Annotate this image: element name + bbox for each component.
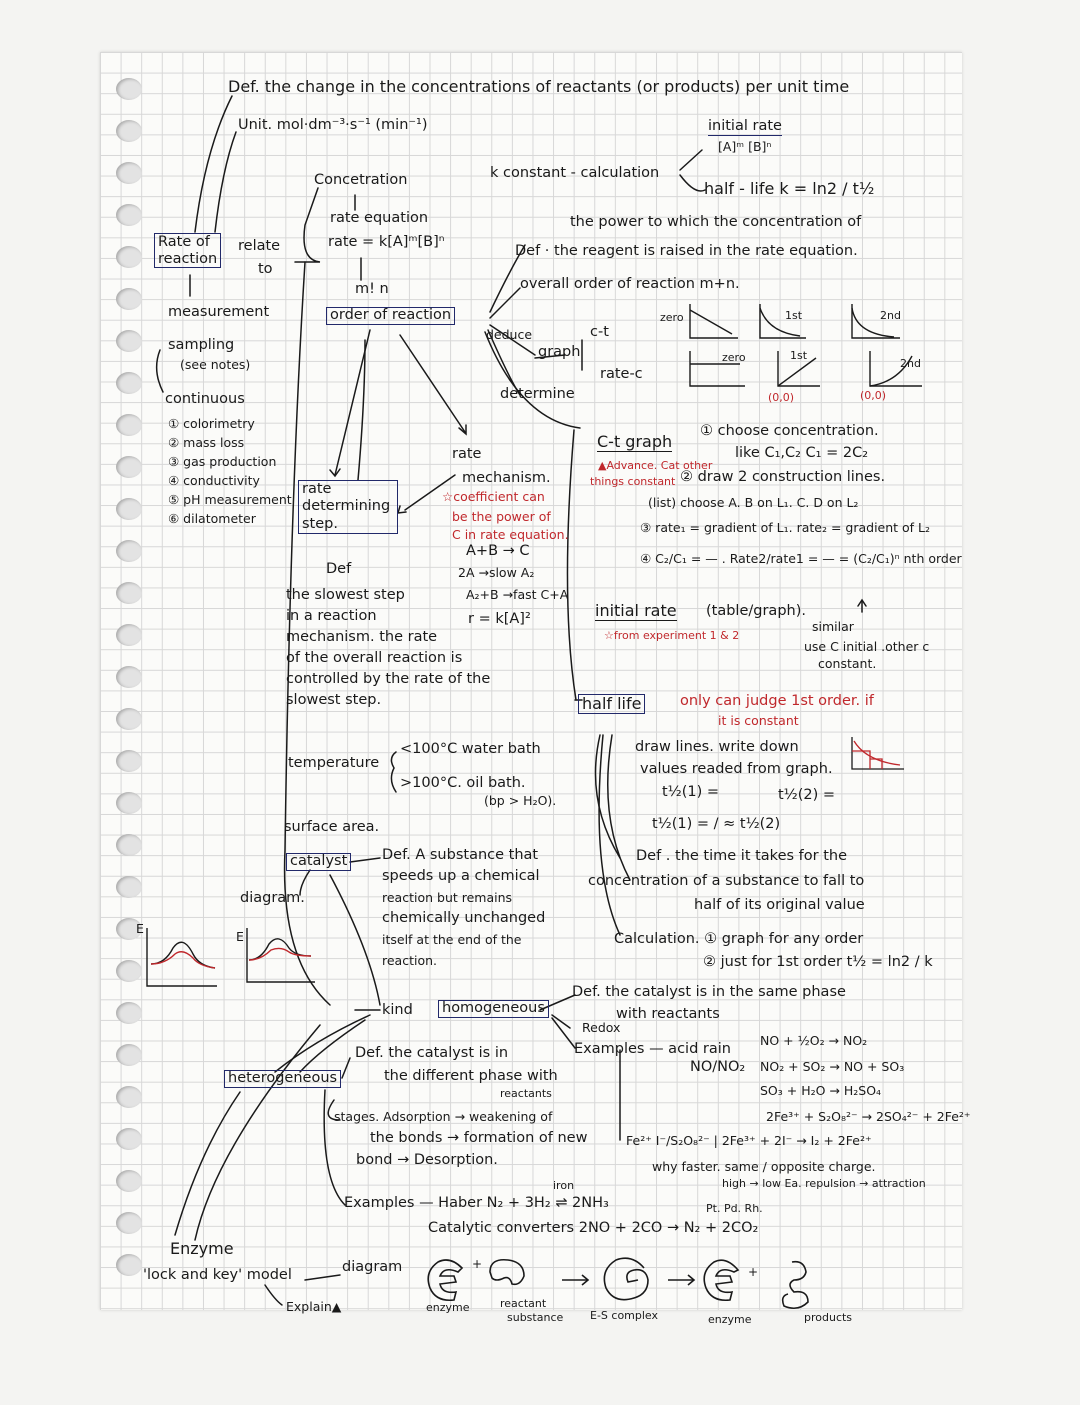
k-constant-label: k constant - calculation [490, 165, 660, 181]
products-label: products [804, 1311, 853, 1324]
initial-rate-similar: similar [812, 619, 854, 634]
enzyme-label-2: enzyme [708, 1313, 752, 1326]
rds-def-line: mechanism. the rate [286, 629, 438, 645]
c-t-label: c-t [590, 324, 609, 340]
rds-def-text [286, 585, 490, 711]
catalyst-diagram-label: diagram. [240, 890, 305, 906]
hetero-example-haber: Examples — Haber N₂ + 3H₂ ⇌ 2NH₃ [344, 1195, 609, 1211]
initial-rate-constant: constant. [818, 656, 877, 671]
energy-profile-diagrams [135, 920, 335, 995]
rds-eq4: r = k[A]² [468, 611, 531, 627]
graph-2nd-ct: 2nd [880, 309, 901, 322]
rds-def-line: slowest step. [286, 692, 382, 708]
method-item: ⑤ pH measurement [168, 492, 292, 507]
hetero-def-1: Def. the catalyst is in [355, 1045, 509, 1061]
no-no2-label: NO/NO₂ [690, 1059, 746, 1075]
rds-def-line: the slowest step [286, 587, 405, 603]
rds-red-note-2: be the power of [452, 509, 551, 524]
fe-reaction-1: 2Fe³⁺ + S₂O₈²⁻ → 2SO₄²⁻ + 2Fe²⁺ [766, 1109, 971, 1124]
graph-1st-ct: 1st [785, 309, 803, 322]
homogeneous-box: homogeneous [438, 1000, 549, 1018]
catalyst-def-line: reaction. [382, 953, 438, 968]
sampling-note: (see notes) [180, 357, 251, 372]
hetero-stages-2: the bonds → formation of new [370, 1130, 588, 1146]
half-life-calc-1: Calculation. ① graph for any order [614, 931, 864, 947]
unit-line: Unit. mol·dm⁻³·s⁻¹ (min⁻¹) [238, 117, 428, 133]
mn-label: m! n [355, 281, 389, 297]
half-life-def-1: Def . the time it takes for the [636, 848, 847, 864]
rds-red-note-3: C in rate equation. [452, 527, 569, 542]
half-life-red-1: only can judge 1st order. if [680, 693, 874, 709]
lock-and-key-model: 'lock and key' model [143, 1267, 292, 1283]
temperature-bp: (bp > H₂O). [484, 793, 557, 808]
order-graphs [660, 296, 960, 406]
catalyst-box: catalyst [286, 853, 351, 871]
reaction-2: NO₂ + SO₂ → NO + SO₃ [760, 1059, 905, 1074]
half-life-calc-2: ② just for 1st order t½ = ln2 / k [703, 954, 933, 970]
graph-2nd-rc: 2nd [900, 357, 921, 370]
graph-1st-rc: 1st [790, 349, 808, 362]
rds-rate-label: rate [452, 446, 482, 462]
reaction-1: NO + ½O₂ → NO₂ [760, 1033, 868, 1048]
overall-order: overall order of reaction m+n. [520, 276, 740, 292]
homogeneous-examples: Examples — acid rain [574, 1041, 731, 1057]
measurement-label: measurement [168, 304, 270, 320]
half-life-draw: draw lines. write down [635, 739, 799, 755]
energy-label-2: E [236, 929, 244, 944]
method-item: ① colorimetry [168, 416, 255, 431]
iron-label: iron [553, 1179, 575, 1192]
root-rate-of-reaction [154, 233, 221, 268]
rate-equation-label: rate equation [330, 210, 429, 226]
fe-reaction-2: Fe²⁺ I⁻/S₂O₈²⁻ | 2Fe³⁺ + 2I⁻ → I₂ + 2Fe²⁺ [626, 1133, 872, 1148]
method-item: ④ conductivity [168, 473, 260, 488]
ct-step4: ④ C₂/C₁ = — . Rate2/rate1 = — = (C₂/C₁)ⁿ nth order [640, 551, 962, 566]
origin-label-2: (0,0) [860, 389, 887, 402]
rds-def: Def [326, 561, 352, 577]
enzyme-explain: Explain▲ [286, 1299, 342, 1314]
enzyme-label-1: enzyme [426, 1301, 470, 1314]
catalyst-def-line: Def. A substance that [382, 847, 539, 863]
catalyst-def-line: reaction but remains [382, 890, 513, 905]
definition-line: Def. the change in the concentrations of reactants (or products) per unit time [228, 77, 850, 96]
temperature-high: >100°C. oil bath. [400, 775, 526, 791]
initial-rate-use: use C initial .other c [804, 639, 930, 654]
graph-zero-rc: zero [722, 351, 746, 364]
reactant-label: reactant [500, 1297, 547, 1310]
concetration-label: Concetration [314, 172, 408, 188]
method-item: ② mass loss [168, 435, 245, 450]
determine-label: determine [500, 386, 575, 402]
methods-list [168, 414, 292, 528]
homogeneous-def-1: Def. the catalyst is in the same phase [572, 984, 846, 1000]
why-faster: why faster. same / opposite charge. [652, 1159, 876, 1174]
half-life-t2: t½(2) = [778, 787, 836, 803]
catalyst-def [382, 845, 545, 971]
half-life-def-2: concentration of a substance to fall to [588, 873, 865, 889]
hetero-example-converters: Catalytic converters 2NO + 2CO → N₂ + 2CO₂ [428, 1220, 759, 1236]
sampling-label: sampling [168, 337, 235, 353]
method-item: ③ gas production [168, 454, 277, 469]
root-relate: relate [238, 238, 281, 254]
initial-rate-fraction: initial rate [708, 118, 782, 134]
root-title-line2: reaction [158, 250, 218, 267]
ct-step1: ① choose concentration. [700, 423, 879, 439]
rds-mechanism: mechanism. [462, 470, 551, 486]
rds-def-line: controlled by the rate of the [286, 671, 491, 687]
rate-c-label: rate-c [600, 366, 643, 382]
hetero-def-3: reactants [500, 1087, 552, 1100]
deduce-label: deduce [486, 327, 533, 342]
catalyst-def-line: itself at the end of the [382, 932, 522, 947]
ct-list: (list) choose A. B on L₁. C. D on L₂ [648, 495, 859, 510]
svg-text:+: + [472, 1257, 483, 1271]
temperature-low: <100°C water bath [400, 741, 541, 757]
root-to: to [258, 261, 273, 277]
ct-things-constant: things constant [590, 475, 676, 488]
ct-step2: ② draw 2 construction lines. [680, 469, 886, 485]
high-low-ea: high → low Ea. repulsion → attraction [722, 1177, 926, 1190]
continuous-label: continuous [165, 391, 245, 407]
substance-label: substance [507, 1311, 564, 1324]
initial-rate-title: initial rate [595, 601, 677, 620]
initial-rate-note: (table/graph). [706, 603, 806, 619]
temperature-label: temperature [288, 755, 380, 771]
energy-label-1: E [136, 921, 144, 936]
graph-zero-ct: zero [660, 311, 684, 324]
hetero-def-2: the different phase with [384, 1068, 558, 1084]
half-life-box: half life [578, 694, 645, 714]
rds-box: rate determining step. [298, 480, 398, 534]
method-item: ⑥ dilatometer [168, 511, 256, 526]
catalyst-def-line: chemically unchanged [382, 910, 546, 926]
rds-def-line: in a reaction [286, 608, 377, 624]
half-life-equation: t½(1) = / ≈ t½(2) [652, 816, 781, 832]
ct-graph-title: C-t graph [597, 432, 673, 451]
rds-red-note-1: ☆coefficient can [442, 489, 545, 504]
rds-eq3: A₂+B →fast C+A [466, 587, 569, 602]
ct-like: like C₁,C₂ C₁ = 2C₂ [735, 445, 869, 461]
heterogeneous-box: heterogeneous [224, 1070, 341, 1088]
half-life-formula: half - life k = ln2 / t½ [704, 179, 875, 198]
half-life-red-2: it is constant [718, 713, 799, 728]
origin-label-1: (0,0) [768, 391, 795, 404]
half-life-mini-graph [848, 735, 908, 775]
enzyme-title: Enzyme [170, 1239, 234, 1258]
homogeneous-def-2: with reactants [616, 1006, 720, 1022]
catalyst-def-line: speeds up a chemical [382, 868, 540, 884]
reaction-3: SO₃ + H₂O → H₂SO₄ [760, 1083, 882, 1098]
hetero-stages-1: stages. Adsorption → weakening of [334, 1109, 553, 1124]
es-complex-label: E-S complex [590, 1309, 659, 1322]
order-of-reaction-box: order of reaction [326, 307, 455, 325]
half-life-values: values readed from graph. [640, 761, 833, 777]
half-life-t1: t½(1) = [662, 784, 720, 800]
kind-label: kind [382, 1002, 413, 1018]
svg-text:+: + [748, 1265, 759, 1279]
initial-rate-from-exp: ☆from experiment 1 & 2 [604, 629, 740, 642]
rate-formula: rate = k[A]ᵐ[B]ⁿ [328, 234, 445, 250]
rds-def-line: of the overall reaction is [286, 650, 463, 666]
hetero-stages-3: bond → Desorption. [356, 1152, 498, 1168]
order-def-line2: Def · the reagent is raised in the rate equation. [515, 243, 858, 259]
rds-eq1: A+B → C [466, 543, 530, 559]
half-life-def-3: half of its original value [694, 897, 865, 913]
order-def-line1: the power to which the concentration of [570, 214, 862, 230]
root-title-line1: Rate of [158, 234, 210, 250]
surface-area-label: surface area. [284, 819, 380, 835]
ct-advance-note: ▲Advance. Cat other [598, 459, 713, 472]
enzyme-diagram-label: diagram [342, 1259, 403, 1275]
graph-label: graph [538, 344, 581, 360]
redox-label: Redox [582, 1020, 621, 1035]
pt-pd-rh-label: Pt. Pd. Rh. [706, 1202, 763, 1215]
ct-step3: ③ rate₁ = gradient of L₁. rate₂ = gradient of L₂ [640, 520, 931, 535]
rds-eq2: 2A →slow A₂ [458, 565, 535, 580]
initial-rate-denominator: [A]ᵐ [B]ⁿ [718, 139, 772, 154]
